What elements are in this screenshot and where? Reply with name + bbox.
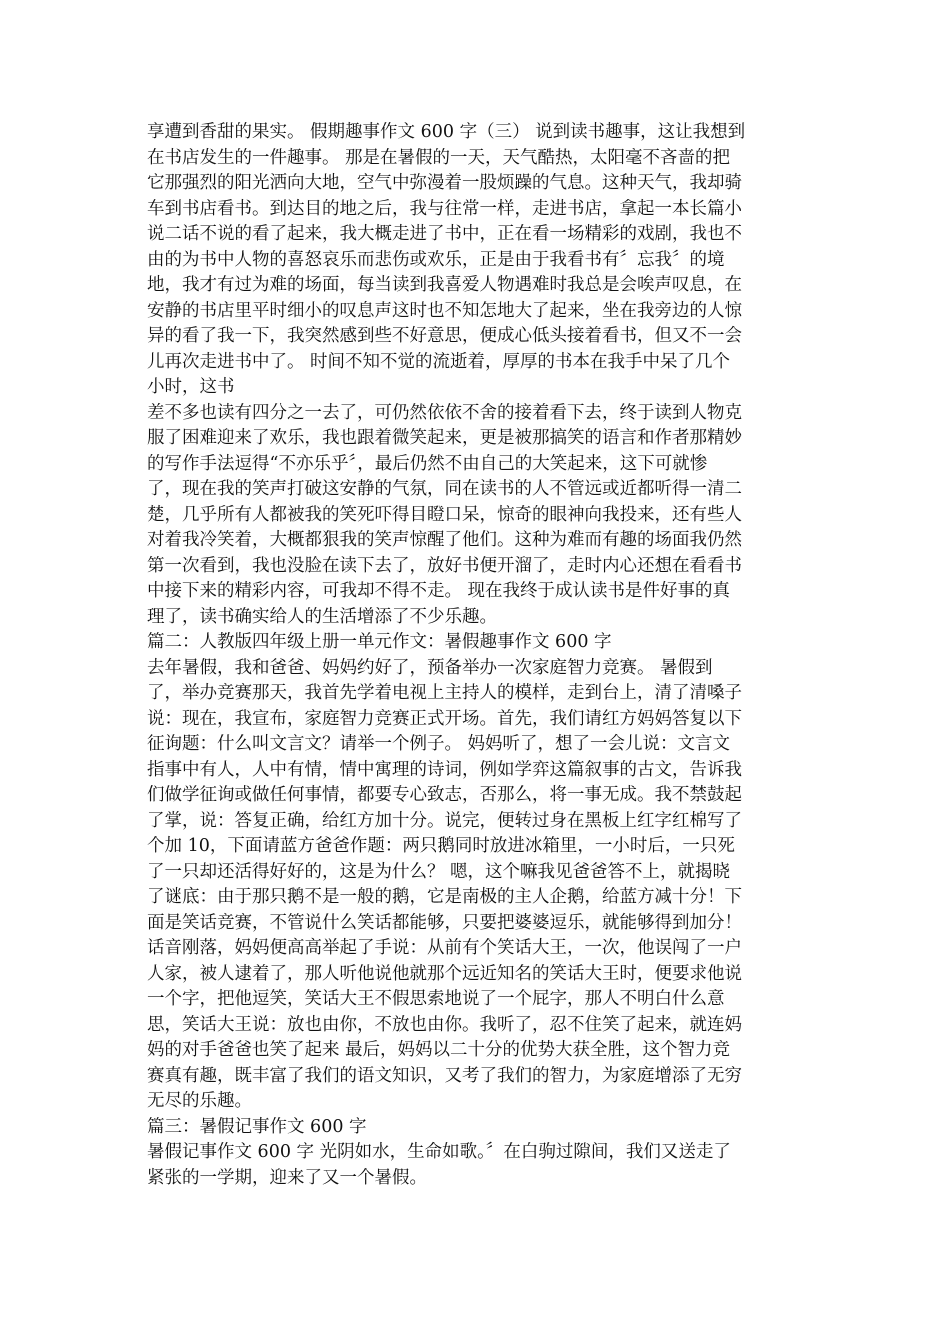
text-line: 的写作手法逗得“不亦乐乎〞，最后仍然不由自己的大笑起来，这下可就惨 [147, 453, 708, 474]
text-line: 地，我才有过为难的场面，每当读到我喜爱人物遇难时我总是会唉声叹息，在 [147, 275, 742, 295]
text-line: 服了困难迎来了欢乐，我也跟着微笑起来，更是被那搞笑的语言和作者那精妙 [147, 428, 742, 448]
text-line: 儿再次走进书中了。 时间不知不觉的流逝着，厚厚的书本在我手中呆了几个 [147, 351, 731, 372]
document-body [147, 120, 807, 1191]
text-line: 对着我冷笑着，大概都狠我的笑声惊醒了他们。这种为难而有趣的场面我仍然 [147, 530, 742, 550]
text-line: 说：现在，我宣布，家庭智力竞赛正式开场。首先，我们请红方妈妈答复以下 [147, 708, 742, 729]
section-heading: 篇三：暑假记事作文 600 字 [147, 1116, 367, 1137]
text-line: 了掌，说：答复正确，给红方加十分。说完，便转过身在黑板上红字红棉写了 [147, 810, 742, 831]
text-line: 小时，这书 [147, 377, 235, 397]
text-line: 指事中有人，人中有情，情中寓理的诗词，例如学弈这篇叙事的古文，告诉我 [147, 759, 742, 780]
text-line: 赛真有趣，既丰富了我们的语文知识，又考了我们的智力，为家庭增添了无穷 [147, 1065, 742, 1086]
text-line: 了，现在我的笑声打破这安静的气氛，同在读书的人不管远或近都听得一清二 [147, 479, 742, 499]
text-line: 们做学征询或做任何事情，都要专心致志，否那么，将一事无成。我不禁鼓起 [147, 785, 742, 805]
text-line: 面是笑话竞赛，不管说什么笑话都能够，只要把婆婆逗乐，就能够得到加分！ [147, 912, 742, 933]
text-line: 安静的书店里平时细小的叹息声这时也不知怎地大了起来，坐在我旁边的人惊 [147, 300, 742, 321]
text-line: 它那强烈的阳光洒向大地，空气中弥漫着一股烦躁的气息。这种天气，我却骑 [147, 173, 742, 193]
text-line: 了谜底：由于那只鹅不是一般的鹅，它是南极的主人企鹅，给蓝方减十分！下 [147, 887, 742, 907]
text-line: 异的看了我一下，我突然感到些不好意思，便成心低头接着看书，但又不一会 [147, 326, 742, 346]
section-heading: 篇二：人教版四年级上册一单元作文：暑假趣事作文 600 字 [147, 632, 612, 652]
text-line: 思，笑话大王说：放也由你，不放也由你。我听了，忍不住笑了起来，就连妈 [147, 1014, 742, 1035]
text-line: 一个字，把他逗笑，笑话大王不假思索地说了一个屁字，那人不明白什么意 [147, 989, 725, 1009]
text-line: 暑假记事作文 600 字 光阴如水，生命如歌。〞在白驹过隙间，我们又送走了 [147, 1142, 731, 1162]
text-line: 差不多也读有四分之一去了，可仍然依依不舍的接着看下去，终于读到人物克 [147, 402, 742, 423]
text-line: 中接下来的精彩内容，可我却不得不走。 现在我终于成认读书是件好事的真 [147, 581, 731, 601]
text-line: 妈的对手爸爸也笑了起来 最后，妈妈以二十分的优势大获全胜，这个智力竞 [147, 1040, 731, 1060]
text-line: 了，举办竞赛那天，我首先学着电视上主持人的模样，走到台上，清了清嗓子 [147, 683, 742, 703]
text-line: 人家，被人逮着了，那人听他说他就那个远近知名的笑话大王时，便要求他说 [147, 963, 742, 984]
text-line: 无尽的乐趣。 [147, 1091, 252, 1111]
text-line: 了一只却还活得好好的，这是为什么？ 嗯，这个嘛我见爸爸答不上，就揭晓 [147, 861, 731, 882]
text-line: 说二话不说的看了起来，我大概走进了书中，正在看一场精彩的戏剧，我也不 [147, 224, 742, 244]
text-line: 车到书店看书。到达目的地之后，我与往常一样，走进书店，拿起一本长篇小 [147, 198, 742, 219]
text-line: 由的为书中人物的喜怒哀乐而悲伤或欢乐，正是由于我看书有〞忘我〞的境 [147, 249, 725, 270]
text-line: 理了，读书确实给人的生活增添了不少乐趣。 [147, 606, 497, 627]
text-line: 征询题：什么叫文言文？请举一个例子。 妈妈听了，想了一会儿说：文言文 [147, 734, 731, 754]
text-line: 第一次看到，我也没脸在读下去了，放好书便开溜了，走时内心还想在看看书 [147, 555, 742, 576]
text-line: 享遭到香甜的果实。 假期趣事作文 600 字（三） 说到读书趣事，这让我想到 [147, 122, 746, 142]
text-line: 楚，几乎所有人都被我的笑死吓得目瞪口呆，惊奇的眼神向我投来，还有些人 [147, 504, 742, 525]
text-line: 在书店发生的一件趣事。 那是在暑假的一天，天气酷热，太阳毫不吝啬的把 [147, 147, 731, 168]
text-line: 话音刚落，妈妈便高高举起了手说：从前有个笑话大王，一次，他误闯了一户 [147, 938, 742, 958]
text-line: 去年暑假，我和爸爸、妈妈约好了，预备举办一次家庭智力竞赛。 暑假到 [147, 657, 713, 678]
text-line: 紧张的一学期，迎来了又一个暑假。 [147, 1167, 427, 1188]
text-line: 个加 10，下面请蓝方爸爸作题：两只鹅同时放进冰箱里，一小时后，一只死 [147, 836, 735, 856]
